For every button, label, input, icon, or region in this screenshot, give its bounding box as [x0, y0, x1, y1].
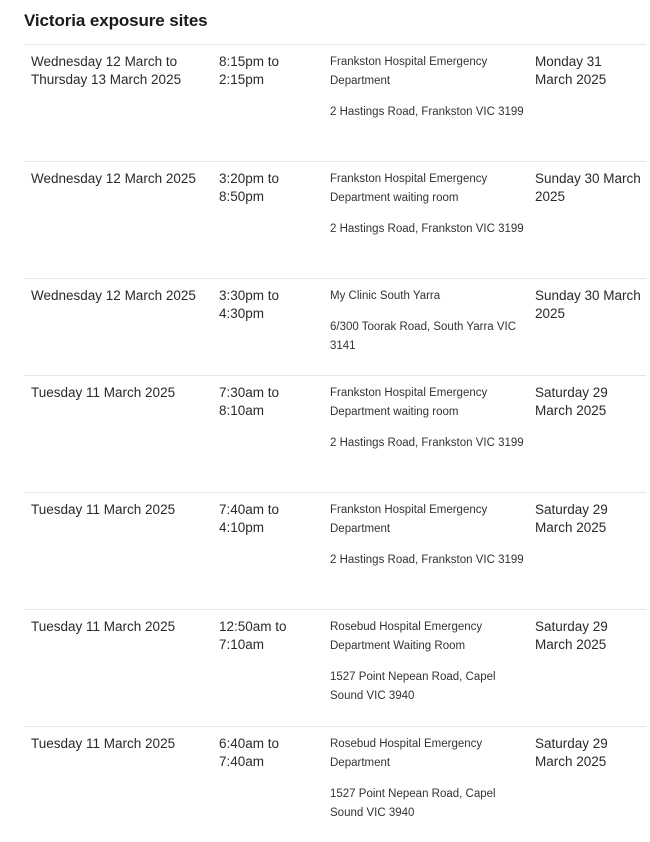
monitor-until-date: Saturday 29 March 2025 [535, 619, 608, 652]
exposure-date: Tuesday 11 March 2025 [31, 619, 176, 634]
exposure-time: 8:15pm to 2:15pm [219, 54, 280, 87]
exposure-location-cell [330, 618, 526, 706]
location-name: Frankston Hospital Emergency Department waiting room [330, 173, 488, 204]
exposure-date: Tuesday 11 March 2025 [31, 502, 176, 517]
table-row [24, 610, 646, 727]
table-row [24, 376, 646, 493]
monitor-until-date: Monday 31 March 2025 [535, 54, 607, 87]
location-name: Frankston Hospital Emergency Department [330, 56, 488, 87]
table-row [24, 162, 646, 279]
exposure-location-cell [330, 735, 526, 823]
location-name: Frankston Hospital Emergency Department [330, 504, 488, 535]
table-row [24, 279, 646, 376]
exposure-sites-table [24, 44, 646, 839]
location-address: 6/300 Toorak Road, South Yarra VIC 3141 [330, 321, 517, 352]
location-address: 2 Hastings Road, Frankston VIC 3199 [330, 554, 524, 566]
monitor-until-date: Sunday 30 March 2025 [535, 171, 641, 204]
location-name: My Clinic South Yarra [330, 290, 441, 302]
exposure-time: 6:40am to 7:40am [219, 736, 280, 769]
exposure-location-cell [330, 384, 526, 453]
exposure-date: Wednesday 12 March 2025 [31, 171, 196, 186]
location-address: 2 Hastings Road, Frankston VIC 3199 [330, 106, 524, 118]
exposure-location-cell [330, 53, 526, 122]
exposure-date: Wednesday 12 March to Thursday 13 March 2025 [31, 54, 182, 87]
location-address: 2 Hastings Road, Frankston VIC 3199 [330, 437, 524, 449]
exposure-date: Tuesday 11 March 2025 [31, 385, 176, 400]
location-address: 1527 Point Nepean Road, Capel Sound VIC 3940 [330, 671, 496, 702]
exposure-time: 3:30pm to 4:30pm [219, 288, 280, 321]
exposure-location-cell [330, 287, 526, 356]
exposure-time: 7:30am to 8:10am [219, 385, 280, 418]
exposure-time: 3:20pm to 8:50pm [219, 171, 280, 204]
exposure-date: Tuesday 11 March 2025 [31, 736, 176, 751]
exposure-location-cell [330, 501, 526, 570]
location-address: 2 Hastings Road, Frankston VIC 3199 [330, 223, 524, 235]
exposure-time: 7:40am to 4:10pm [219, 502, 280, 535]
location-name: Frankston Hospital Emergency Department waiting room [330, 387, 488, 418]
monitor-until-date: Saturday 29 March 2025 [535, 385, 608, 418]
monitor-until-date: Saturday 29 March 2025 [535, 502, 608, 535]
monitor-until-date: Saturday 29 March 2025 [535, 736, 608, 769]
page-title: Victoria exposure sites [24, 11, 208, 30]
table-row [24, 727, 646, 839]
exposure-date: Wednesday 12 March 2025 [31, 288, 196, 303]
location-address: 1527 Point Nepean Road, Capel Sound VIC 3940 [330, 788, 496, 819]
monitor-until-date: Sunday 30 March 2025 [535, 288, 641, 321]
exposure-time: 12:50am to 7:10am [219, 619, 287, 652]
exposure-location-cell [330, 170, 526, 239]
location-name: Rosebud Hospital Emergency Department [330, 738, 483, 769]
table-row [24, 493, 646, 610]
table-row [24, 45, 646, 162]
location-name: Rosebud Hospital Emergency Department Waiting Room [330, 621, 483, 652]
